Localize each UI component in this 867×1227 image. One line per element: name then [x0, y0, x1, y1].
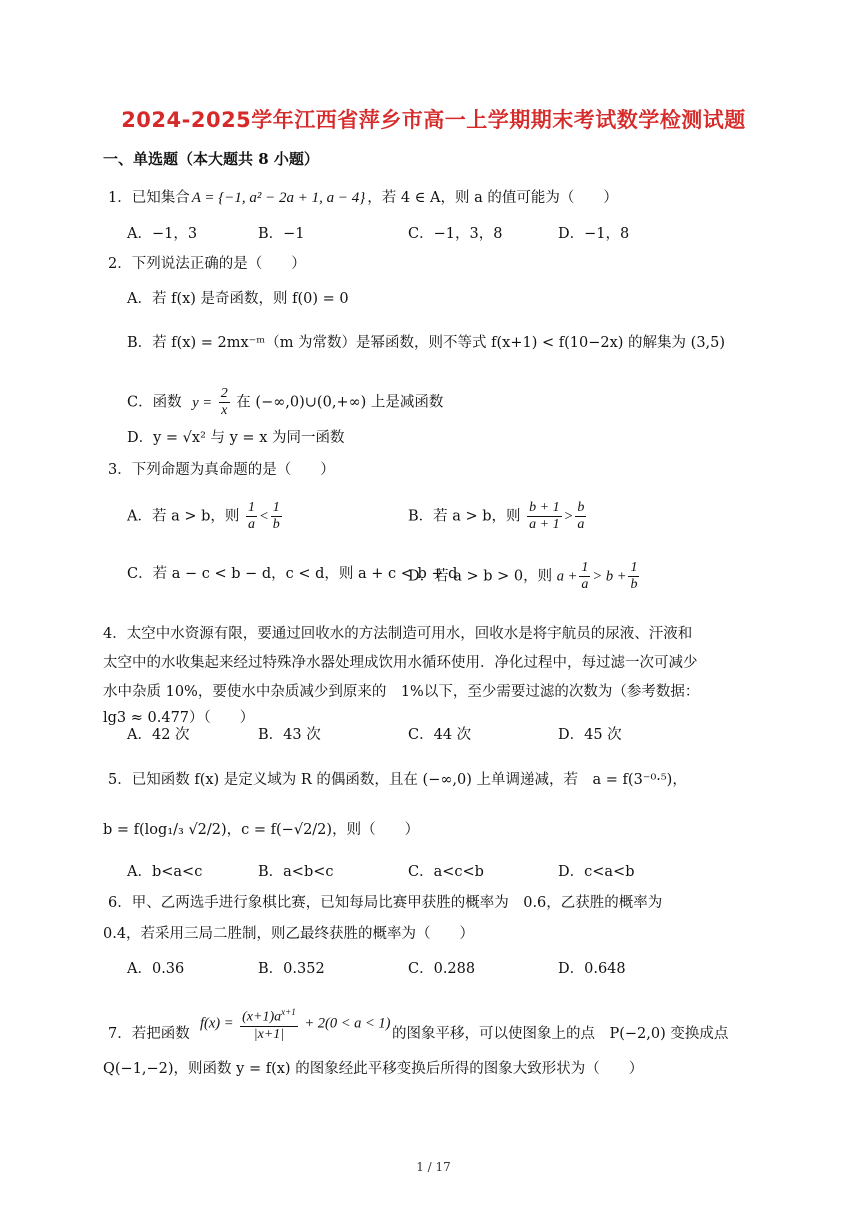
q3-option-d[interactable]: D．若 a > b > 0，则 a + $\frac{1}{a}$ > b + $\frac{1}{b}$ [408, 560, 638, 592]
q3-option-b-text: B．若 a > b，则 [408, 508, 521, 525]
q7-frac: $\frac{(x+1)a^{x+1}}{|x+1|}$ [240, 1004, 298, 1043]
q6-option-a[interactable]: A．0.36 [127, 961, 185, 977]
q2-c-func: y = [192, 394, 213, 411]
q7-formula: f(x) = $\frac{(x+1)a^{x+1}}{|x+1|}$ + 2(0 < a < 1) [200, 1004, 390, 1043]
q5-option-d[interactable]: D．c<a<b [558, 864, 635, 880]
q7-line-2: Q(−1,−2)，则函数 y = f(x) 的图象经此平移变换后所得的图象大致形状为（ ） [103, 1061, 644, 1077]
q2-option-d[interactable]: D．y = √x² 与 y = x 为同一函数 [127, 430, 345, 446]
q2-option-c[interactable] [127, 386, 443, 419]
q3-option-d-text: D．若 a > b > 0，则 [408, 568, 553, 585]
q3-option-c[interactable]: C．若 a − c < b − d，c < d，则 a + c < b + d [127, 566, 458, 582]
q1-option-d[interactable]: D．−1，8 [558, 226, 630, 242]
q3-b-frac-1: $\frac{b + 1}{a + 1}$ [529, 500, 560, 532]
page-title: 2024-2025学年江西省萍乡市高一上学期期末考试数学检测试题 [121, 108, 746, 132]
q5-line-1: 5．已知函数 f(x) 是定义域为 R 的偶函数，且在 (−∞,0) 上单调递减，若 a = f(3⁻⁰·⁵)， [108, 772, 687, 788]
q4-option-b[interactable]: B．43 次 [258, 727, 321, 743]
q3-a-frac-1: $\frac{1}{a}$ [247, 500, 255, 532]
q3-option-a[interactable]: A．若 a > b，则 $\frac{1}{a}$ < $\frac{1}{b}$ [127, 500, 280, 532]
q2-c-fraction: $\frac{2}{x}$ [220, 386, 228, 418]
q1-option-b[interactable]: B．−1 [258, 226, 305, 242]
q1-stem-text: 1．已知集合 [108, 190, 190, 206]
q1-stem-tail: ，若 4 ∈ A，则 a 的值可能为（ ） [367, 190, 618, 206]
q3-b-frac-2: $\frac{b}{a}$ [577, 500, 585, 532]
q4-line-4: lg3 ≈ 0.477）（ ） [103, 710, 255, 726]
q3-stem: 3．下列命题为真命题的是（ ） [108, 462, 335, 478]
q3-a-frac-2: $\frac{1}{b}$ [272, 500, 280, 532]
q5-line-2: b = f(log₁/₃ √2/2)，c = f(−√2/2)，则（ ） [103, 822, 420, 838]
q5-option-a[interactable]: A．b<a<c [127, 864, 203, 880]
q2-stem: 2．下列说法正确的是（ ） [108, 256, 306, 272]
q4-line-3: 水中杂质 10%，要使水中杂质减少到原来的 1%以下，至少需要过滤的次数为（参考数据： [103, 684, 700, 700]
q1-set: A = {−1, a² − 2a + 1, a − 4} [191, 190, 366, 206]
q2-option-a[interactable]: A．若 f(x) 是奇函数，则 f(0) = 0 [127, 291, 349, 307]
q4-option-c[interactable]: C．44 次 [408, 727, 472, 743]
q3-d-frac-2: $\frac{1}{b}$ [630, 560, 638, 592]
q6-option-d[interactable]: D．0.648 [558, 961, 626, 977]
q3-option-a-text: A．若 a > b，则 [127, 508, 240, 525]
q7-line-1-end: 的图象平移，可以使图象上的点 P(−2,0) 变换成点 [392, 1026, 729, 1042]
q5-option-c[interactable]: C．a<c<b [408, 864, 484, 880]
q4-line-1: 4．太空中水资源有限，要通过回收水的方法制造可用水，回收水是将宇航员的尿液、汗液和 [103, 626, 693, 642]
q4-option-d[interactable]: D．45 次 [558, 727, 622, 743]
q3-d-frac-1: $\frac{1}{a}$ [581, 560, 589, 592]
page-number: 1 / 17 [416, 1160, 451, 1174]
q2-option-b[interactable]: B．若 f(x) = 2mx⁻ᵐ（m 为常数）是幂函数，则不等式 f(x+1) < f(10−2x) 的解集为 (3,5) [127, 335, 726, 351]
q1-stem [108, 188, 618, 208]
q1-option-a[interactable]: A．−1，3 [127, 226, 198, 242]
q4-line-2: 太空中的水收集起来经过特殊净水器处理成饮用水循环使用．净化过程中，每过滤一次可减少 [103, 655, 698, 671]
q2-option-c-tail: 在 (−∞,0)∪(0,+∞) 上是减函数 [236, 394, 444, 411]
q2-option-c-label: C．函数 [127, 394, 182, 411]
q6-option-c[interactable]: C．0.288 [408, 961, 476, 977]
q1-option-c[interactable]: C．−1，3，8 [408, 226, 503, 242]
q4-option-a[interactable]: A．42 次 [127, 727, 190, 743]
q3-option-b[interactable]: B．若 a > b，则 $\frac{b + 1}{a + 1}$ > $\frac{b}{a}$ [408, 500, 585, 532]
section-heading: 一、单选题（本大题共 8 小题） [103, 150, 319, 168]
q6-option-b[interactable]: B．0.352 [258, 961, 325, 977]
q6-line-2: 0.4，若采用三局二胜制，则乙最终获胜的概率为（ ） [103, 926, 475, 942]
q5-option-b[interactable]: B．a<b<c [258, 864, 334, 880]
q6-line-1: 6．甲、乙两选手进行象棋比赛，已知每局比赛甲获胜的概率为 0.6，乙获胜的概率为 [108, 895, 663, 911]
q7-line-1-start: 7．若把函数 [108, 1026, 190, 1042]
